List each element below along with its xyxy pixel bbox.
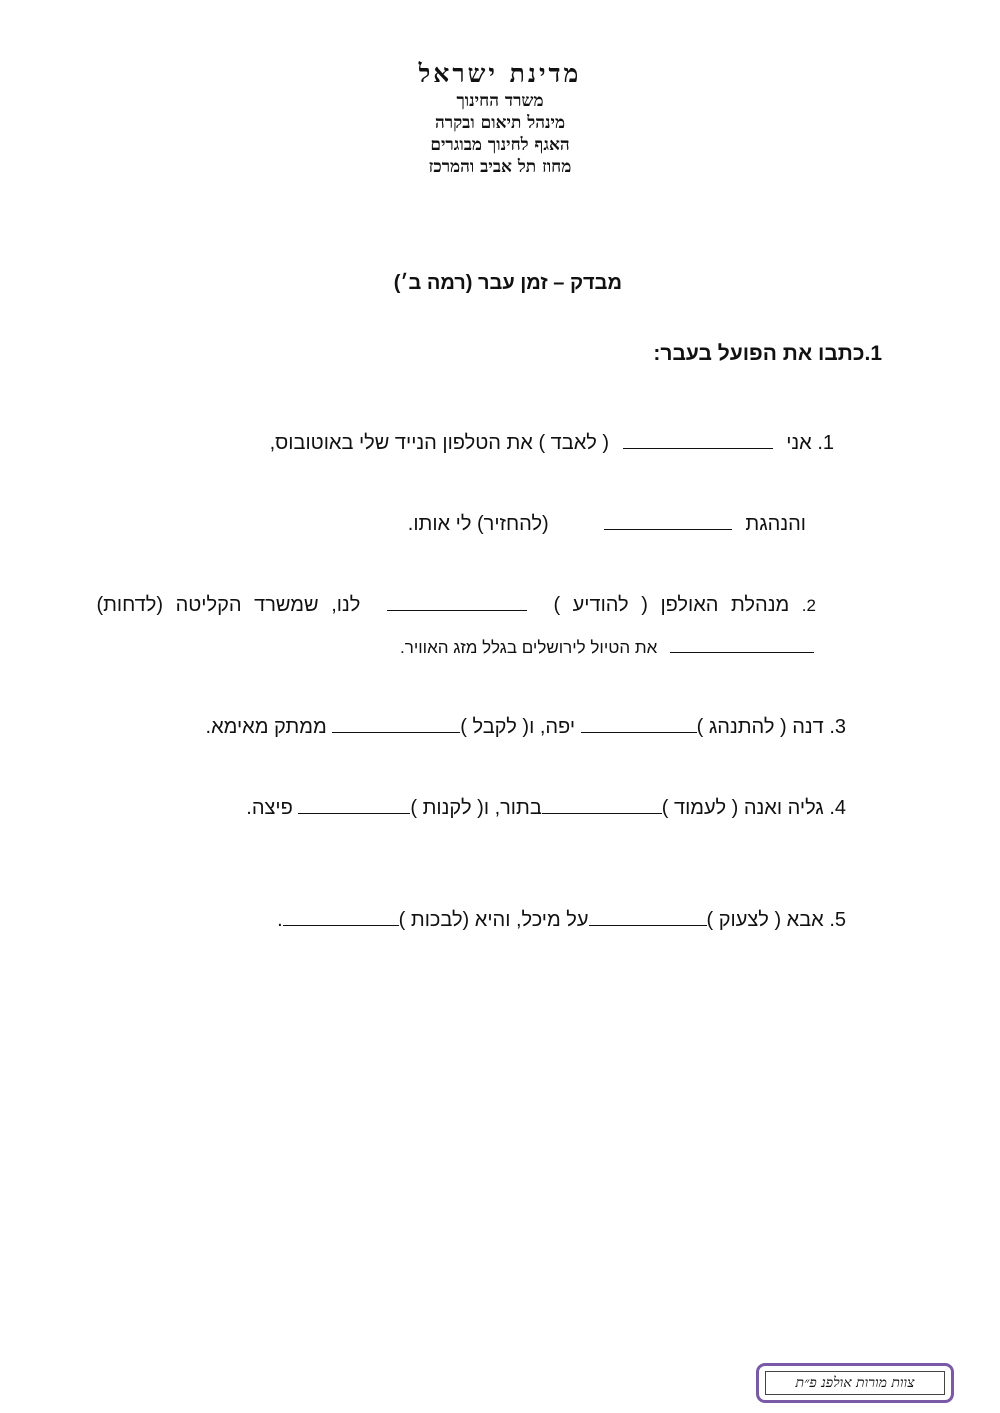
- question-text: גליה ואנה ( לעמוד ): [661, 797, 824, 819]
- answer-blank[interactable]: [581, 714, 697, 733]
- header-line-directorate: מינהל תיאום ובקרה: [434, 113, 566, 133]
- task-instruction: 1.כתבו את הפועל בעבר:: [653, 342, 882, 365]
- question-text: (להחזיר) לי אותו.: [407, 513, 549, 535]
- header-line-district: מחוז תל אביב והמרכז: [428, 157, 572, 177]
- document-header: [0, 58, 1000, 178]
- answer-blank[interactable]: [604, 511, 732, 530]
- worksheet-title: מבדק – זמן עבר (רמה ב׳): [393, 272, 622, 294]
- question-number: 3.: [829, 716, 846, 738]
- footer-inner-frame: [765, 1371, 945, 1395]
- answer-blank[interactable]: [332, 714, 460, 733]
- question-number: 4.: [829, 797, 846, 819]
- question-text: את הטיול לירושלים בגלל מזג האוויר.: [400, 638, 658, 657]
- question-number: 1.: [817, 432, 834, 454]
- question-number: 5.: [829, 909, 846, 931]
- verb-hint: ( לאבד ): [538, 432, 610, 454]
- question-text: דנה ( להתנהג ): [696, 716, 824, 738]
- question-text: לנו, שמשרד הקליטה (לדחות): [96, 594, 361, 616]
- question-1-line-1: [270, 430, 834, 455]
- question-text: והנהגת: [745, 513, 806, 535]
- question-text: אבא ( לצעוק ): [706, 909, 824, 931]
- header-line-department: האגף לחינוך מבוגרים: [430, 135, 570, 155]
- answer-blank[interactable]: [623, 430, 773, 449]
- answer-blank[interactable]: [670, 634, 814, 653]
- footer-stamp: [756, 1363, 954, 1403]
- answer-blank[interactable]: [283, 907, 399, 926]
- question-2-line-1: [96, 592, 816, 617]
- answer-blank[interactable]: [542, 795, 662, 814]
- answer-blank[interactable]: [298, 795, 410, 814]
- question-5: [277, 907, 846, 932]
- header-title: מדינת ישראל: [418, 59, 582, 88]
- question-number: 2.: [801, 596, 816, 615]
- question-text: אני: [786, 432, 812, 454]
- question-text: יפה, ו( לקבל ): [460, 716, 576, 738]
- answer-blank[interactable]: [387, 592, 527, 611]
- question-2-line-2: [400, 634, 814, 658]
- answer-blank[interactable]: [589, 907, 707, 926]
- footer-text: צוות מורות אולפנ פ״ת: [795, 1374, 915, 1391]
- question-text: את הטלפון הנייד שלי באוטובוס,: [269, 432, 533, 454]
- question-4: [246, 795, 846, 820]
- question-1-line-2: [408, 511, 806, 536]
- question-text: פיצה.: [246, 797, 293, 819]
- question-text: ממתק מאימא.: [205, 716, 327, 738]
- question-text: מנהלת האולפן: [660, 594, 790, 616]
- header-line-ministry: משרד החינוך: [456, 91, 544, 111]
- question-text: .: [277, 909, 283, 931]
- verb-hint: ( להודיע ): [553, 594, 648, 616]
- question-text: על מיכל, והיא (לבכות ): [398, 909, 589, 931]
- question-3: [206, 714, 846, 739]
- question-text: בתור, ו( לקנות ): [410, 797, 542, 819]
